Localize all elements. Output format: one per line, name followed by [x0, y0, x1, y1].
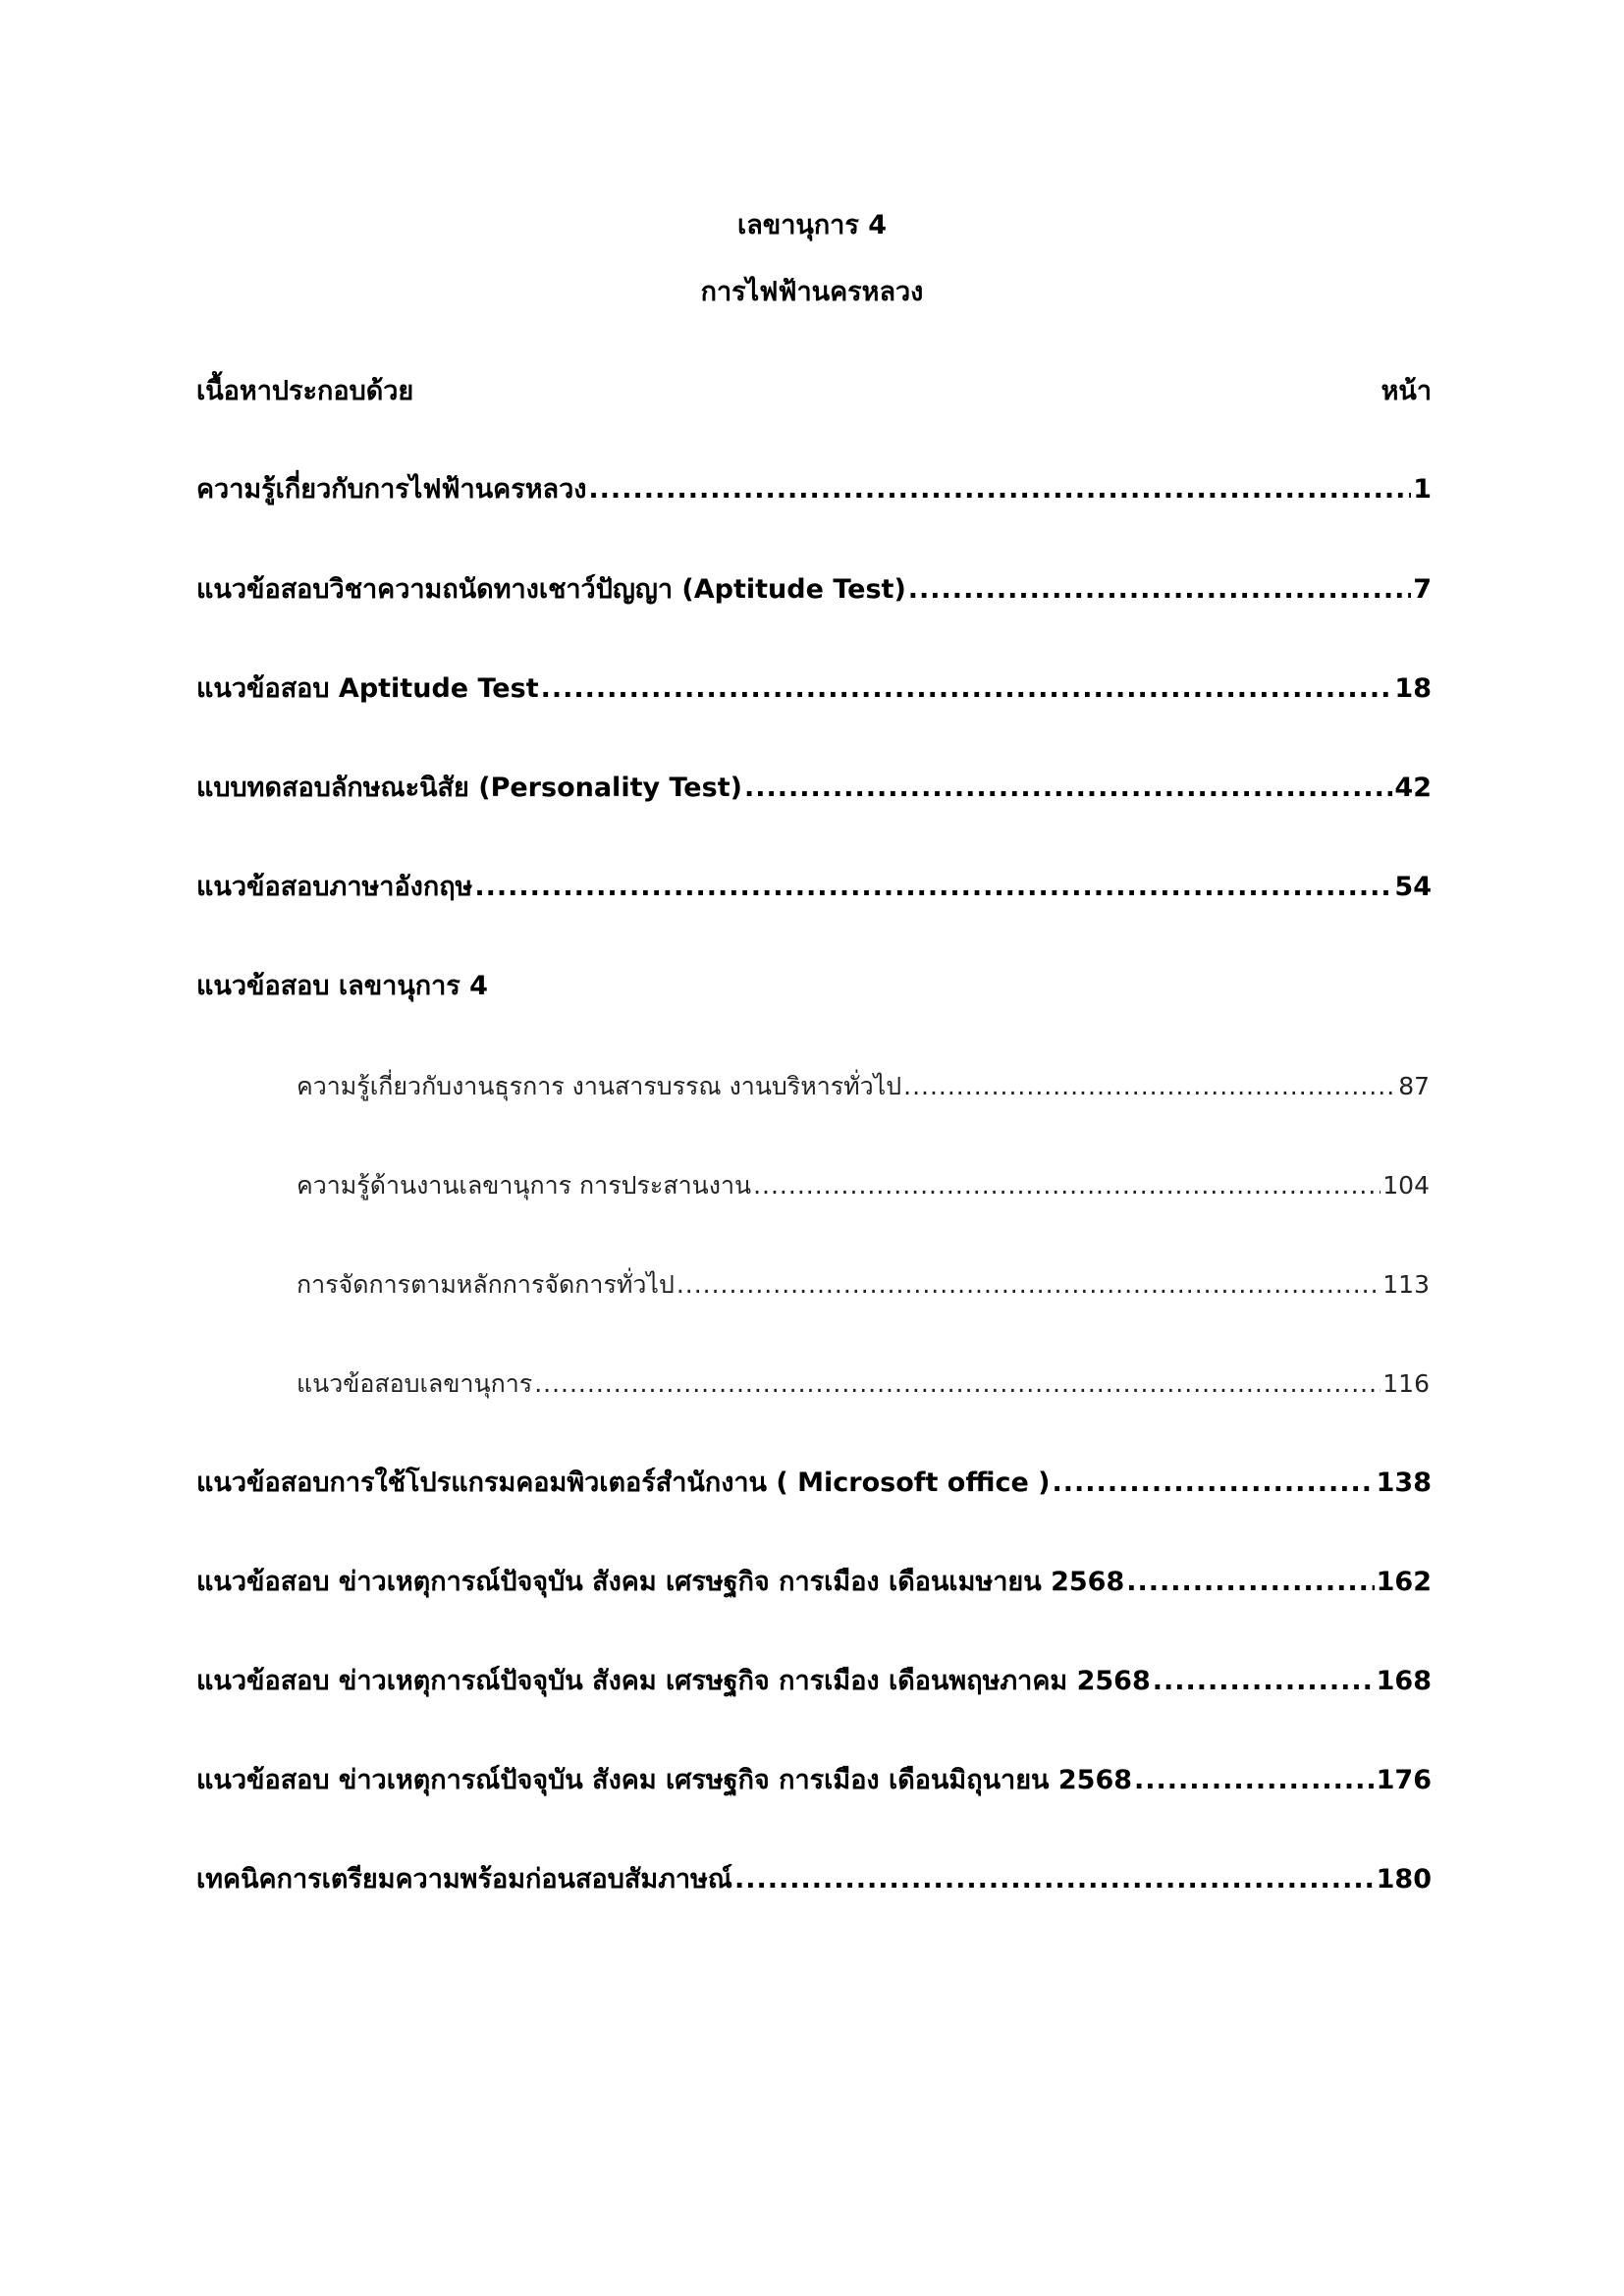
- toc-entry-page: 168: [1376, 1666, 1432, 1696]
- toc-leader-dots: [734, 1859, 1375, 1900]
- toc-leader-dots: [1153, 1661, 1375, 1702]
- toc-entry-page: 7: [1413, 574, 1432, 605]
- toc-sub-entry-page: 104: [1382, 1171, 1430, 1200]
- toc-leader-dots: [1053, 1463, 1375, 1504]
- toc-header-page: หน้า: [1380, 376, 1432, 406]
- toc-sub-entry: [297, 1363, 1430, 1405]
- toc-entry-text: แนวข้อสอบภาษาอังกฤษ: [196, 872, 473, 902]
- toc-entry: [196, 1859, 1432, 1900]
- toc-sub-entry: [297, 1165, 1430, 1206]
- document-title: เลขานุการ 4: [736, 210, 888, 240]
- toc-entry: [196, 1760, 1432, 1801]
- toc-entry-page: 54: [1394, 872, 1432, 902]
- toc-leader-dots: [677, 1264, 1380, 1306]
- toc-leader-dots: [908, 569, 1411, 611]
- toc-sub-entry-text: แนวข้อสอบเลขานุการ: [297, 1369, 533, 1398]
- toc-entry-page: 180: [1376, 1864, 1432, 1895]
- toc-header: [196, 371, 1432, 412]
- toc-entry: [196, 1562, 1432, 1603]
- toc-leader-dots: [474, 867, 1392, 908]
- toc-sub-entry-text: ความรู้เกี่ยวกับงานธุรการ งานสารบรรณ งานบริหารทั่วไป: [297, 1072, 902, 1100]
- toc-entry: [196, 469, 1432, 510]
- toc-entry-text: แนวข้อสอบวิชาความถนัดทางเชาว์ปัญญา (Aptitude Test): [196, 574, 906, 605]
- toc-entry-text: แนวข้อสอบ Aptitude Test: [196, 673, 539, 704]
- toc-sub-entry: [297, 1264, 1430, 1306]
- toc-entry-text: แนวข้อสอบ ข่าวเหตุการณ์ปัจจุบัน สังคม เศรษฐกิจ การเมือง เดือนพฤษภาคม 2568: [196, 1666, 1151, 1696]
- toc-sub-entry-page: 87: [1398, 1072, 1430, 1100]
- toc-entry-text: แนวข้อสอบ ข่าวเหตุการณ์ปัจจุบัน สังคม เศรษฐกิจ การเมือง เดือนเมษายน 2568: [196, 1567, 1125, 1597]
- toc-leader-dots: [588, 469, 1411, 510]
- document-subtitle: การไฟฟ้านครหลวง: [700, 277, 924, 307]
- toc-entry: [196, 1463, 1432, 1504]
- toc-entry-text: แนวข้อสอบ ข่าวเหตุการณ์ปัจจุบัน สังคม เศรษฐกิจ การเมือง เดือนมิถุนายน 2568: [196, 1765, 1133, 1795]
- toc-entry: [196, 668, 1432, 710]
- toc-entry-page: 138: [1376, 1468, 1432, 1498]
- toc-leader-dots: [534, 1363, 1380, 1405]
- toc-leader-dots: [753, 1165, 1380, 1206]
- toc-leader-dots: [1126, 1562, 1374, 1603]
- toc-entry: [196, 1661, 1432, 1702]
- toc-sub-entry: [297, 1066, 1430, 1107]
- toc-sub-entry-page: 113: [1382, 1270, 1430, 1299]
- toc-sub-entry-text: ความรู้ด้านงานเลขานุการ การประสานงาน: [297, 1171, 752, 1200]
- toc-entry: [196, 569, 1432, 611]
- toc-entry-page: 42: [1394, 773, 1432, 803]
- toc-entry-text: แนวข้อสอบการใช้โปรแกรมคอมพิวเตอร์สำนักงาน ( Microsoft office ): [196, 1468, 1051, 1498]
- toc-entry-page: 162: [1376, 1567, 1432, 1597]
- toc-entry-text: เทคนิคการเตรียมความพร้อมก่อนสอบสัมภาษณ์: [196, 1864, 732, 1895]
- toc-sub-entry-page: 116: [1382, 1369, 1430, 1398]
- toc-entry: [196, 867, 1432, 908]
- toc-entry-page: 176: [1376, 1765, 1432, 1795]
- toc-leader-dots: [744, 768, 1392, 809]
- toc-leader-dots: [1134, 1760, 1375, 1801]
- toc-section-heading: แนวข้อสอบ เลขานุการ 4: [196, 971, 488, 1001]
- toc-leader-dots: [541, 668, 1393, 710]
- toc-entry-text: ความรู้เกี่ยวกับการไฟฟ้านครหลวง: [196, 474, 587, 505]
- toc-sub-entry-text: การจัดการตามหลักการจัดการทั่วไป: [297, 1270, 675, 1299]
- toc-entry-page: 1: [1413, 474, 1432, 505]
- toc-entry: [196, 768, 1432, 809]
- toc-leader-dots: [903, 1066, 1396, 1107]
- toc-entry-page: 18: [1394, 673, 1432, 704]
- toc-entry-text: แบบทดสอบลักษณะนิสัย (Personality Test): [196, 773, 742, 803]
- toc-header-contents: เนื้อหาประกอบด้วย: [196, 376, 414, 406]
